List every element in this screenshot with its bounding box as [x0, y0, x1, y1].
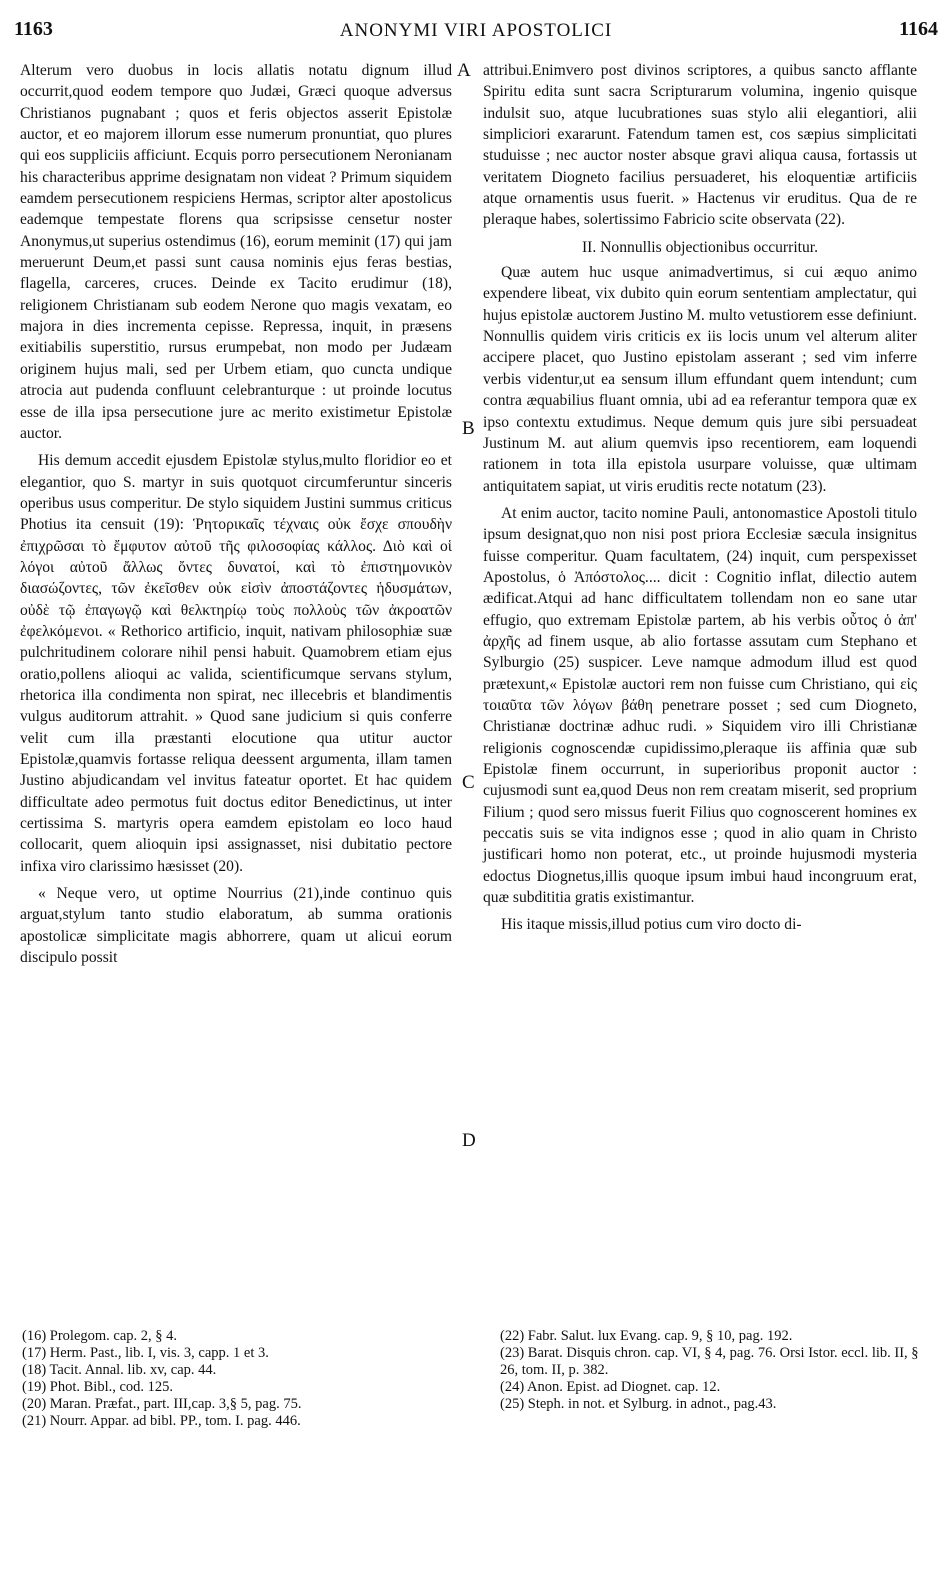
left-column — [20, 60, 452, 974]
footnote: (25) Steph. in not. et Sylburg. in adnot., pag.43. — [500, 1396, 777, 1412]
section-heading: II. Nonnullis objectionibus occurritur. — [581, 238, 819, 256]
paragraph: « Neque vero, ut optime Nourrius (21),inde continuo quis arguat,stylum tanto studio elaboratum, ab summa orationis apostolicæ simplicitate magis abhorrere, quam ut alicui eorum discipulo possit — [20, 885, 452, 967]
footnote: (19) Phot. Bibl., cod. 125. — [22, 1379, 174, 1395]
margin-letter-a: A — [457, 60, 471, 81]
footnote: (21) Nourr. Appar. ad bibl. PP., tom. I. pag. 446. — [22, 1413, 301, 1429]
footnote: (20) Maran. Præfat., part. III,cap. 3,§ 5, pag. 75. — [22, 1396, 302, 1412]
page-number-left: 1163 — [14, 18, 53, 40]
footnote: (24) Anon. Epist. ad Diognet. cap. 12. — [500, 1379, 721, 1395]
page-header — [14, 18, 938, 48]
margin-letter-c: C — [462, 772, 475, 793]
footnote: (23) Barat. Disquis chron. cap. VI, § 4, pag. 76. Orsi Istor. eccl. lib. II, § 26, tom. II, p. 382. — [500, 1345, 919, 1378]
paragraph: His demum accedit ejusdem Epistolæ stylus,multo floridior eo et elegantior, quo S. martyr in suis quotquot circumferuntur sinceris operibus usus comperitur. De stylo siquidem Justini summus criticus Photius ita censuit (19): Ῥητορικαῖς τέχναις οὐκ ἔσχε σπουδὴν ἐπιχρῶσαι τὸ ἔμφυτον αὐτοῦ τῆς φιλοσοφίας κάλλος. Διὸ καὶ οἱ λόγοι αὐτοῦ ἄλλως ὄντες δυνατοί, καὶ τὸ ἐπιστημονικὸν διασώζοντες, τῶν ἐκεῖσθεν οὐκ εἰσὶν ἀποστάζοντες ἡδυσμάτων, οὐδὲ τῷ ἐπαγωγῷ καὶ θελκτηρίῳ τοὺς πολλοὺς τῶν ἀκροατῶν ἐφελκόμενοι. « Rethorico artificio, inquit, nativam philosophiæ suæ pulchritudinem colorare nihil pensi habuit. Quamobrem etiam ejus oratio,pollens alioqui ac valida, scientificumque servans stylum, rhetorica illa condimenta non spirat, nec illecebris et blandimentis vulgus auditorum attrahit. » Quod sane judicium si quis conferre velit cum illa præstanti elocutione qua utitur auctor Epistolæ,quamvis fortasse reliqua deessent argumenta, illam tamen Justino abjudicandam vel invitus fateatur oportet. Et hac quidem difficultate adeo permotus fuit doctus editor Benedictinus, ut inter certissima S. martyris opera eamdem epistolam eo loco haud collocarit, quem alioquin ipsi assignasset, nisi dubitatio pectore infixa viro clarissimo hæsisset (20). — [20, 452, 452, 875]
footnotes-left — [22, 1328, 454, 1430]
footnote: (18) Tacit. Annal. lib. xv, cap. 44. — [22, 1362, 217, 1378]
running-title: ANONYMI VIRI APOSTOLICI — [339, 20, 613, 41]
footnote: (17) Herm. Past., lib. I, vis. 3, capp. 1 et 3. — [22, 1345, 269, 1361]
paragraph: Alterum vero duobus in locis allatis notatu dignum illud occurrit,quod eodem tempore quo Judæi, Græci quoque adversus Christianos pugnabant ; quos et feris objectos asserit Epistolæ auctor, et eo majorem illorum esse numerum pronuntiat, quo plures qui eos suppliciis afficiunt. Ecquis porro persecutionem Neronianam his characteribus apprime designatam non videat ? Primum siquidem eamdem persecutionem respiciens Hermas, scriptor alter apostolicus eademque tempestate florens qua scripsisse censetur noster Anonymus,ut superius ostendimus (16), eorum meminit (17) qui jam meruerunt Deum,et passi sunt causa nominis ejus feras bestias, flagella, carceres, cruces. Deinde ex Tacito erudimur (18), religionem Christianam sub eodem Nerone quo magis vexatam, eo majora in dies incrementa cepisse. Repressa, inquit, in præsens exitiabilis superstitio, rursus erumpebat, non modo per Judæam originem hujus mali, sed per Urbem etiam, quo cuncta undique atrocia aut pudenda confluunt celebranturque : ut proinde locutus esse de illa ipsa persecutione jure ac merito existimetur Epistolæ auctor. — [20, 62, 452, 442]
footnote: (16) Prolegom. cap. 2, § 4. — [22, 1328, 178, 1344]
right-column — [483, 60, 917, 942]
paragraph: His itaque missis,illud potius cum viro docto di- — [501, 916, 802, 934]
paragraph: Quæ autem huc usque animadvertimus, si cui æquo animo expendere libeat, vix dubito quin eorum sententiam amplectatur, qui hujus epistolæ auctorem Justino M. multo vetustiorem esse definiunt. Nonnullis quidem viris criticis ex iis locis unum vel alterum aliter accipere placet, quo Justino epistolam asserant ; sed vim inferre verbis videntur,ut ea sensum illum effundant quem intendunt; cum contra æquabilius fluant omnia, ubi ad ea referantur tempora quæ ex ipso contextu extudimus. Neque demum quis jure sibi persuadeat Justinum M. aut alium quemvis ipso recentiorem, eam loquendi rationem in tota illa epistola usurpare voluisse, quæ ultimam antiquitatem sapiat, ut viris eruditis recte notatum (23). — [483, 264, 917, 495]
paragraph: At enim auctor, tacito nomine Pauli, antonomastice Apostoli titulo ipsum designat,quo non nisi post priora Ecclesiæ sæcula insignitus fuisse comperitur. Quam facultatem, (24) inquit, cum perspexisset Apostolus, ὁ Ἀπόστολος.... dicit : Cognitio inflat, dilectio autem ædificat.Atqui ad hanc difficultatem tollendam non eo sane utar effugio, quo extremam Epistolæ partem, ab his verbis οὗτος ὁ ἀπ' ἀρχῆς ad finem usque, ab alio fortasse assutam cum Stephano et Sylburgio (25) suspicer. Leve namque admodum illud est quod prætexunt,« Epistolæ auctori rem non fuisse cum Christiano, qui εἰς τοιαῦτα τῶν λόγων βάθη penetrare posset ; sed cum Diogneto, Christianæ doctrinæ adhuc rudi. » Siquidem viro illi Christianæ religionis cognoscendæ cupidissimo,pleraque iis affinia quæ sub Epistolæ finem occurrunt, in superioribus proponit auctor : cujusmodi sunt ea,quod Deus non rem creatam miserit, sed proprium Filium ; quod sero missus fuerit Filius quo cognoscerent homines ex peccatis suis se vita indignos esse ; quod in alio quam in Christo justificari homo non poterat, etc., ut proinde hujusmodi mysteria edoctus Diognetus,illis quoque ipsum imbui haud incongruum erat, quæ subdititia gratis existimantur. — [483, 504, 917, 907]
page-number-right: 1164 — [899, 18, 938, 40]
paragraph: attribui.Enimvero post divinos scriptores, a quibus sancto afflante Spiritu edita sunt sacra Scripturarum volumina, ingenio quisque indulsit suo, atque lucubrationes suas stylo alii elegantiori, alii simpliciori exararunt. Fatendum tamen est, cos sæpius simplicitati studuisse ; nec auctor noster absque gravi aliqua causa, fortassis ut veritatem Diogneto facilius persuaderet, his eloquentiæ artificiis atque ornamentis usus fuerit. » Hactenus vir eruditus. Qua de re pleraque habes, solertissimo Fabricio scite observata (22). — [483, 62, 917, 229]
footnote: (22) Fabr. Salut. lux Evang. cap. 9, § 10, pag. 192. — [500, 1328, 793, 1344]
footnotes-right — [500, 1328, 920, 1413]
margin-letter-b: B — [462, 418, 475, 439]
margin-letter-d: D — [462, 1130, 476, 1151]
